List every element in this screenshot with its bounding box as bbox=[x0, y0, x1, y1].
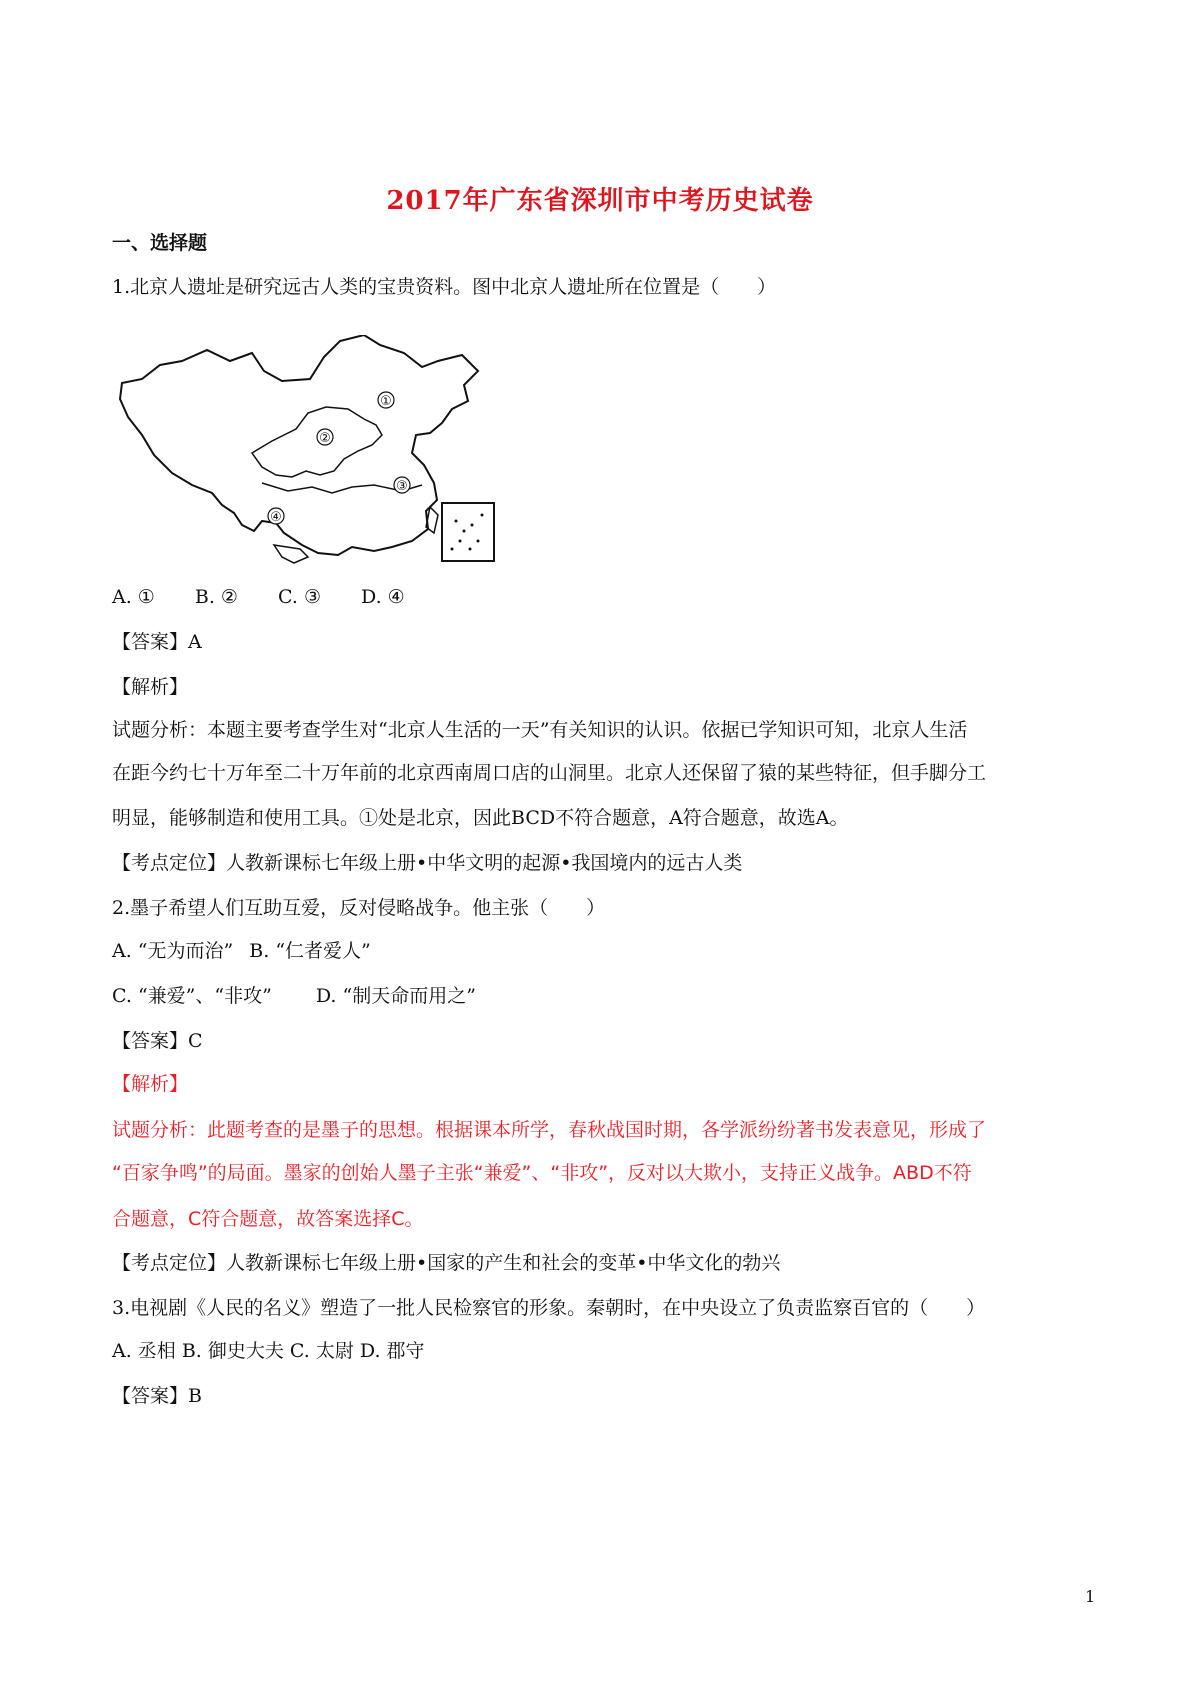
q1-point: 【考点定位】人教新课标七年级上册•中华文明的起源•我国境内的远古人类 bbox=[112, 852, 743, 874]
q1-options bbox=[112, 584, 405, 610]
page-number: 1 bbox=[1085, 1587, 1096, 1606]
taiwan-island bbox=[426, 507, 438, 533]
south-china-sea-inset bbox=[442, 503, 494, 561]
q2-analysis-line: “百家争鸣”的局面。墨家的创始人墨子主张“兼爱”、“非攻”，反对以大欺小，支持正义战争。ABD不符 bbox=[112, 1162, 972, 1184]
page-title: 2017年广东省深圳市中考历史试卷 bbox=[386, 186, 814, 216]
q2-option-a: A. “无为而治” bbox=[112, 940, 234, 962]
q2-analysis-line: 试题分析：此题考查的是墨子的思想。根据课本所学，春秋战国时期，各学派纷纷著书发表意见，形成了 bbox=[112, 1119, 987, 1141]
section-heading: 一、选择题 bbox=[112, 232, 208, 254]
q1-analysis-line: 在距今约七十万年至二十万年前的北京西南周口店的山洞里。北京人还保留了猿的某些特征，但手脚分工 bbox=[112, 762, 987, 784]
q1-analysis-line: 明显，能够制造和使用工具。①处是北京，因此BCD不符合题意，A符合题意，故选A。 bbox=[112, 807, 849, 829]
q2-analysis-heading: 【解析】 bbox=[112, 1073, 189, 1095]
q1-option-a: A. ① bbox=[112, 586, 155, 608]
q2-options-row2 bbox=[112, 983, 476, 1009]
south-sea-islands bbox=[451, 514, 484, 551]
q1-analysis-line: 试题分析：本题主要考查学生对“北京人生活的一天”有关知识的认识。依据已学知识可知，北京人生活 bbox=[112, 719, 968, 741]
q1-analysis-heading: 【解析】 bbox=[112, 676, 189, 698]
q3-answer: 【答案】B bbox=[112, 1385, 202, 1407]
q2-answer: 【答案】C bbox=[112, 1030, 203, 1052]
q3-stem: 3.电视剧《人民的名义》塑造了一批人民检察官的形象。秦朝时，在中央设立了负责监察百官的（ ） bbox=[112, 1297, 986, 1319]
q2-options-row1 bbox=[112, 938, 371, 964]
q2-option-b: B. “仁者爱人” bbox=[249, 940, 371, 962]
marker-3-label: ③ bbox=[396, 479, 408, 494]
q1-option-b: B. ② bbox=[194, 586, 238, 608]
marker-1-label: ① bbox=[380, 394, 392, 409]
q2-option-c: C. “兼爱”、“非攻” bbox=[112, 985, 272, 1007]
marker-2-label: ② bbox=[319, 431, 331, 446]
q1-option-c: C. ③ bbox=[278, 586, 321, 608]
q3-options: A. 丞相 B. 御史大夫 C. 太尉 D. 郡守 bbox=[112, 1340, 425, 1362]
q2-option-d: D. “制天命而用之” bbox=[315, 985, 476, 1007]
hainan-island bbox=[274, 545, 308, 563]
yellow-river-region bbox=[252, 407, 382, 477]
q1-option-d: D. ④ bbox=[361, 586, 405, 608]
marker-4-label: ④ bbox=[270, 510, 282, 525]
q1-answer: 【答案】A bbox=[112, 631, 202, 653]
map-outline bbox=[120, 335, 478, 555]
china-map bbox=[112, 335, 497, 565]
q2-analysis-line: 合题意，C符合题意，故答案选择C。 bbox=[112, 1208, 424, 1230]
q2-stem: 2.墨子希望人们互助互爱，反对侵略战争。他主张（ ） bbox=[112, 897, 606, 919]
q1-stem: 1.北京人遗址是研究远古人类的宝贵资料。图中北京人遗址所在位置是（ ） bbox=[112, 276, 777, 298]
q2-point: 【考点定位】人教新课标七年级上册•国家的产生和社会的变革•中华文化的勃兴 bbox=[112, 1252, 781, 1274]
